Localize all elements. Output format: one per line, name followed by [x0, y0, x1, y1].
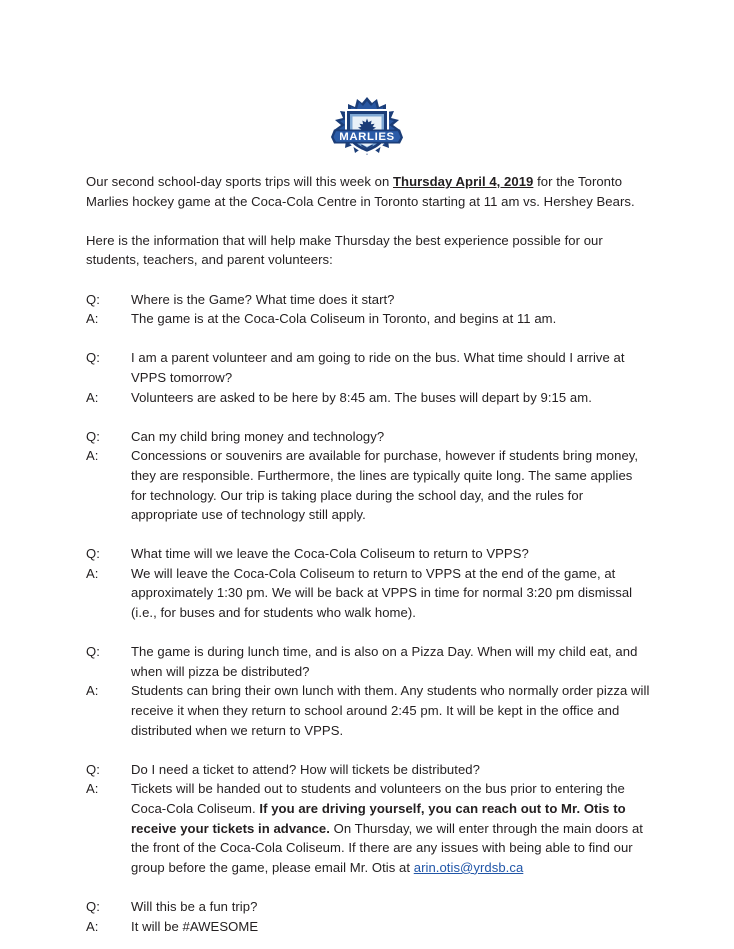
faq-answer-row — [86, 388, 650, 408]
question-text: Will this be a fun trip? — [131, 898, 258, 914]
answer-label: A: — [86, 389, 99, 405]
spacer — [86, 623, 650, 643]
spacer — [86, 525, 650, 545]
document-body — [86, 172, 650, 936]
faq-item — [86, 544, 650, 622]
question-label: Q: — [86, 761, 100, 777]
faq-item — [86, 290, 650, 329]
question-text: What time will we leave the Coca-Cola Coliseum to return to VPPS? — [131, 546, 529, 562]
answer-label: A: — [86, 918, 99, 934]
question-label: Q: — [86, 546, 100, 562]
faq-item — [86, 642, 650, 740]
intro-text-before-date: Our second school-day sports trips will this week on — [86, 174, 393, 189]
faq-item — [86, 427, 650, 525]
toronto-marlies-crest-logo — [325, 96, 409, 156]
faq-answer-row — [86, 446, 650, 524]
answer-label: A: — [86, 448, 99, 464]
answer-text: Concessions or souvenirs are available for purchase, however if students bring money, they are responsible. Furthermore, the lines are typically quite long. The same applies for technology. Our trip is taking place during the school day, and the rules for appropriate use of technology still apply. — [131, 448, 639, 523]
faq-question-row — [86, 427, 650, 447]
faq-question-row — [86, 290, 650, 310]
answer-text: The game is at the Coca-Cola Coliseum in Toronto, and begins at 11 am. — [131, 311, 557, 327]
question-label: Q: — [86, 644, 100, 660]
answer-emphasis: If you are driving yourself, you can reach out to Mr. Otis to receive your tickets in advance. — [131, 801, 626, 836]
trip-date-emphasis: Thursday April 4, 2019 — [392, 174, 534, 189]
answer-text: Volunteers are asked to be here by 8:45 am. The buses will depart by 9:15 am. — [131, 389, 592, 405]
intro-text-after-date: for the Toronto Marlies hockey game at the Coca-Cola Centre in Toronto starting at 11 am vs. Hershey Bears. — [86, 174, 635, 209]
faq-item — [86, 897, 650, 936]
question-label: Q: — [86, 350, 100, 366]
faq-question-row — [86, 348, 650, 387]
answer-label: A: — [86, 781, 99, 797]
question-text: I am a parent volunteer and am going to ride on the bus. What time should I arrive at VPPS tomorrow? — [131, 350, 625, 385]
faq-answer-row — [86, 681, 650, 740]
faq-question-row — [86, 544, 650, 564]
faq-answer-row — [86, 309, 650, 329]
question-text: The game is during lunch time, and is also on a Pizza Day. When will my child eat, and when will pizza be distributed? — [131, 644, 638, 679]
spacer — [86, 407, 650, 427]
answer-label: A: — [86, 565, 99, 581]
question-text: Can my child bring money and technology? — [131, 428, 385, 444]
answer-text: We will leave the Coca-Cola Coliseum to return to VPPS at the end of the game, at approximately 1:30 pm. We will be back at VPPS in time for normal 3:20 pm dismissal (i.e., for buses and for students who walk home). — [131, 565, 633, 621]
faq-question-row — [86, 897, 650, 917]
faq-item — [86, 348, 650, 407]
spacer — [86, 270, 650, 290]
lead-in-paragraph: Here is the information that will help make Thursday the best experience possible for our students, teachers, and parent volunteers: — [86, 232, 603, 268]
spacer — [86, 329, 650, 349]
faq-answer-row — [86, 564, 650, 623]
answer-label: A: — [86, 683, 99, 699]
answer-text — [131, 779, 650, 877]
answer-label: A: — [86, 311, 99, 327]
faq-question-row — [86, 760, 650, 780]
crest-icon — [325, 96, 409, 156]
logo-wordmark: MARLIES — [339, 131, 395, 143]
answer-text: Students can bring their own lunch with them. Any students who normally order pizza will receive it when they return to school around 2:45 pm. It will be kept in the office and distributed when we return to VPPS. — [131, 683, 650, 738]
contact-email-link[interactable]: arin.otis@yrdsb.ca — [413, 859, 524, 875]
answer-text: It will be #AWESOME — [131, 918, 259, 934]
faq-question-row — [86, 642, 650, 681]
spacer — [86, 877, 650, 897]
answer-text-part-2: On Thursday, we will enter through the main doors at the front of the Coca-Cola Coliseum. If there are any issues with being able to find our group before the game, please email Mr. Otis at — [131, 820, 643, 875]
logo-header — [0, 0, 734, 158]
question-text: Do I need a ticket to attend? How will tickets be distributed? — [131, 761, 480, 777]
question-label: Q: — [86, 898, 100, 914]
spacer — [86, 740, 650, 760]
question-label: Q: — [86, 428, 100, 444]
question-text: Where is the Game? What time does it start? — [131, 291, 395, 307]
spacer — [86, 211, 650, 231]
answer-text-part-1: Tickets will be handed out to students and volunteers on the bus prior to entering the Coca-Cola Coliseum. — [131, 781, 625, 816]
question-label: Q: — [86, 291, 100, 307]
intro-paragraph — [86, 172, 650, 211]
faq-answer-row — [86, 917, 650, 937]
faq-answer-row — [86, 779, 650, 877]
faq-item — [86, 760, 650, 878]
